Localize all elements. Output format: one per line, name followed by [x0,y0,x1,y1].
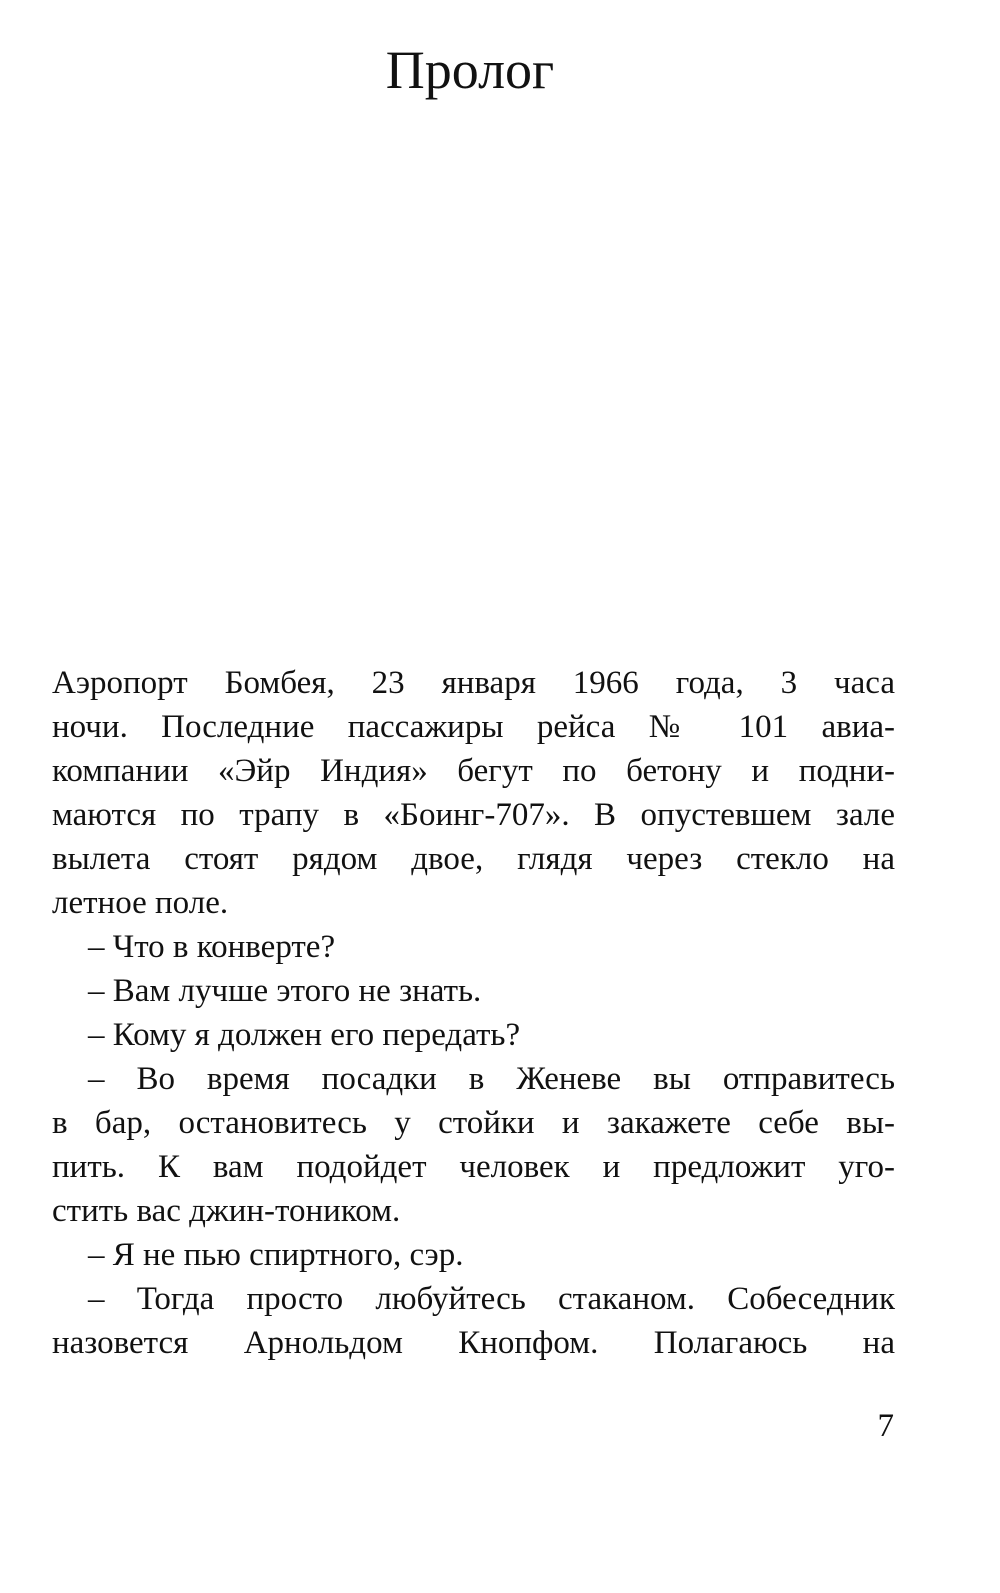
chapter-title: Пролог [385,40,555,100]
text-line: – Тогда просто любуйтесь стаканом. Собеседник [88,1281,895,1317]
text-line: – Во время посадки в Женеве вы отправитесь [88,1061,895,1097]
page-number: 7 [877,1408,894,1444]
text-line: в бар, остановитесь у стойки и закажете себе вы- [52,1105,895,1141]
text-line: Аэропорт Бомбея, 23 января 1966 года, 3 часа [52,665,895,701]
body-text [52,661,895,1365]
text-line: вылета стоят рядом двое, глядя через стекло на [52,841,895,877]
text-line: пить. К вам подойдет человек и предложит уго- [52,1149,895,1185]
text-line: – Что в конверте? [88,929,336,965]
text-line: – Кому я должен его передать? [88,1017,521,1053]
text-line: маются по трапу в «Боинг-707». В опустевшем зале [52,797,895,833]
text-line: – Я не пью спиртного, сэр. [88,1237,464,1273]
text-line: – Вам лучше этого не знать. [88,973,482,1009]
text-line: стить вас джин-тоником. [52,1193,401,1229]
text-line: летное поле. [52,885,229,921]
text-line: компании «Эйр Индия» бегут по бетону и подни- [52,753,895,789]
text-line: назовется Арнольдом Кнопфом. Полагаюсь на [52,1325,895,1361]
text-line: ночи. Последние пассажиры рейса № 101 авиа- [52,709,895,745]
